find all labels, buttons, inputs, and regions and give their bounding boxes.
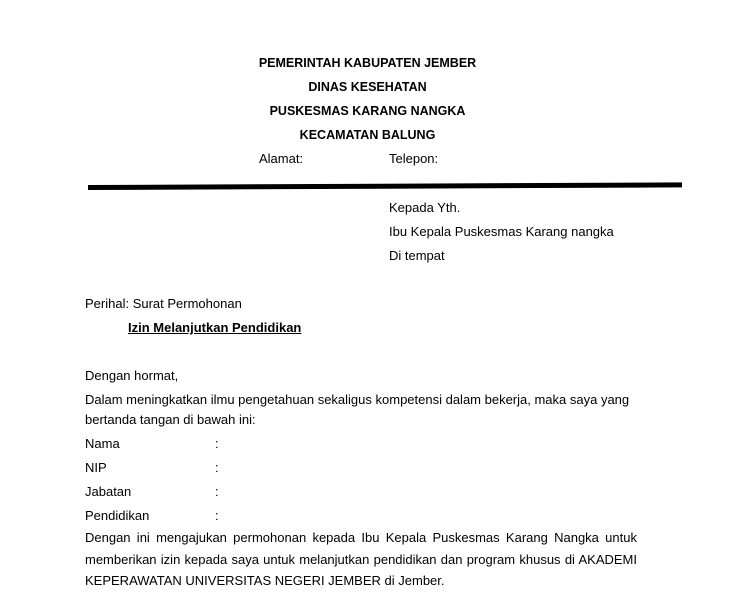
field-label-jabatan: Jabatan: [85, 484, 132, 499]
field-colon-nip: :: [215, 460, 219, 475]
field-colon-nama: :: [215, 436, 219, 451]
recipient-salutation: Kepada Yth.: [389, 200, 461, 215]
phone-label: Telepon:: [389, 151, 439, 166]
recipient-place: Di tempat: [389, 248, 445, 263]
letterhead-government: PEMERINTAH KABUPATEN JEMBER: [258, 56, 477, 70]
subject-label: Perihal: Surat Permohonan: [85, 296, 242, 311]
address-label: Alamat:: [259, 151, 304, 166]
letterhead-puskesmas: PUSKESMAS KARANG NANGKA: [269, 104, 466, 118]
intro-line-2: bertanda tangan di bawah ini:: [85, 412, 256, 427]
letterhead-department: DINAS KESEHATAN: [308, 80, 427, 94]
letterhead-district: KECAMATAN BALUNG: [299, 128, 436, 142]
request-line-2: memberikan izin kepada saya untuk melanjutkan pendidikan dan program khusus di AKADEMI: [85, 552, 637, 567]
greeting: Dengan hormat,: [85, 368, 179, 383]
letterhead-divider: [88, 182, 682, 190]
field-colon-pendidikan: :: [215, 508, 219, 523]
recipient-name: Ibu Kepala Puskesmas Karang nangka: [389, 224, 614, 239]
field-colon-jabatan: :: [215, 484, 219, 499]
intro-line-1: Dalam meningkatkan ilmu pengetahuan sekaligus kompetensi dalam bekerja, maka saya yang: [85, 392, 630, 407]
request-line-3: KEPERAWATAN UNIVERSITAS NEGERI JEMBER di Jember.: [85, 573, 445, 588]
subject-title: Izin Melanjutkan Pendidikan: [128, 320, 302, 335]
field-label-nip: NIP: [85, 460, 107, 475]
field-label-pendidikan: Pendidikan: [85, 508, 150, 523]
field-label-nama: Nama: [85, 436, 120, 451]
request-line-1: Dengan ini mengajukan permohonan kepada Ibu Kepala Puskesmas Karang Nangka untuk: [85, 530, 637, 545]
